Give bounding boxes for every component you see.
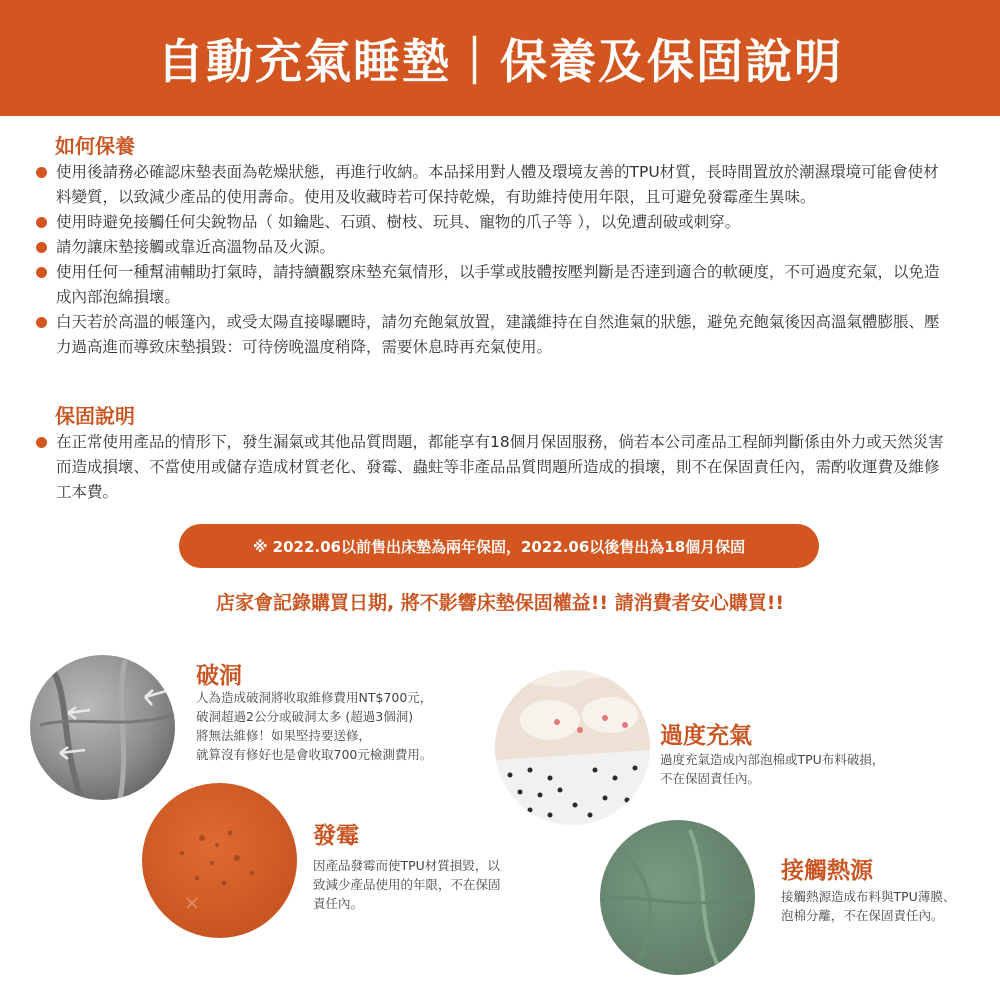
torn-fabric-image [30,655,175,800]
warranty-list [36,430,946,505]
purchase-date-callout: 店家會記錄購買日期, 將不影響床墊保固權益!! 請消費者安心購買!! [215,592,785,614]
care-item-text: 使用時避免接觸任何尖銳物品（ 如鑰匙、石頭、樹枝、玩具、寵物的爪子等 ），以免遭刮破或刺穿。 [56,213,741,231]
overinflation-description: 過度充氣造成內部泡棉或TPU布料破損， 不在保固責任內。 [660,752,885,786]
mold-title: 發霉 [313,823,359,849]
hole-photo [30,655,175,800]
care-item [36,210,946,235]
bullet-dot-icon [36,217,47,228]
care-item [36,235,946,260]
damaged-foam-image [495,670,650,825]
bullet-dot-icon [36,167,47,178]
overinflation-photo [495,670,650,825]
care-item-text: 白天若於高溫的帳篷內，或受太陽直接曝曬時，請勿充飽氣放置，建議維持在自然進氣的狀態，避免充飽氣後因高溫氣體膨脹、壓力過高進而導致床墊損毀：可待傍晚溫度稍降，需要休息時再充氣使用。 [56,313,940,356]
heat-title: 接觸熱源 [781,858,873,884]
hole-title: 破洞 [196,663,242,689]
warranty-item-text: 在正常使用產品的情形下，發生漏氣或其他品質問題，都能享有18個月保固服務，倘若本公司產品工程師判斷係由外力或天然災害而造成損壞、不當使用或儲存造成材質老化、發霉、蟲蛀等非產品品質問題所造成的損壞，則不在保固責任內，需酌收運費及維修工本費。 [56,433,944,501]
care-item [36,160,946,210]
care-item-text: 使用後請務必確認床墊表面為乾燥狀態，再進行收納。本品採用對人體及環境友善的TPU材質，長時間置放於潮濕環境可能會使材料變質，以致減少產品的使用壽命。使用及收藏時若可保持乾燥，有助維持使用年限，且可避免發霉產生異味。 [56,163,939,206]
bullet-dot-icon [36,267,47,278]
hole-description: 人為造成破洞將收取維修費用NT$700元， 破洞超過2公分或破洞太多 (超過3個洞) 將無法維修！如果堅持要送修， 就算沒有修好也是會收取700元檢測費用。 [196,690,433,762]
care-heading: 如何保養 [55,134,135,158]
warranty-item [36,430,946,505]
bullet-dot-icon [36,437,47,448]
warranty-heading: 保固說明 [55,404,135,428]
overinflation-title: 過度充氣 [660,723,752,749]
mold-description: 因產品發霉而使TPU材質損毀，以 致減少產品使用的年限，不在保固 責任內。 [313,858,501,911]
care-item [36,260,946,310]
care-list [36,160,946,360]
bullet-dot-icon [36,242,47,253]
header-banner [0,0,1000,116]
care-item [36,310,946,360]
heat-damaged-fabric-image [600,820,755,975]
mold-fabric-image [142,783,297,938]
page-title: 自動充氣睡墊｜保養及保固說明 [157,34,843,90]
warranty-notice-badge: ※ 2022.06以前售出床墊為兩年保固，2022.06以後售出為18個月保固 [179,524,819,568]
heat-description: 接觸熱源造成布料與TPU薄膜、 泡棉分離，不在保固責任內。 [781,889,956,923]
heat-photo [600,820,755,975]
mold-photo [142,783,297,938]
care-item-text: 請勿讓床墊接觸或靠近高溫物品及火源。 [56,238,336,256]
care-item-text: 使用任何一種幫浦輔助打氣時，請持續觀察床墊充氣情形，以手掌或肢體按壓判斷是否達到適合的軟硬度，不可過度充氣，以免造成內部泡綿損壞。 [56,263,940,306]
bullet-dot-icon [36,317,47,328]
